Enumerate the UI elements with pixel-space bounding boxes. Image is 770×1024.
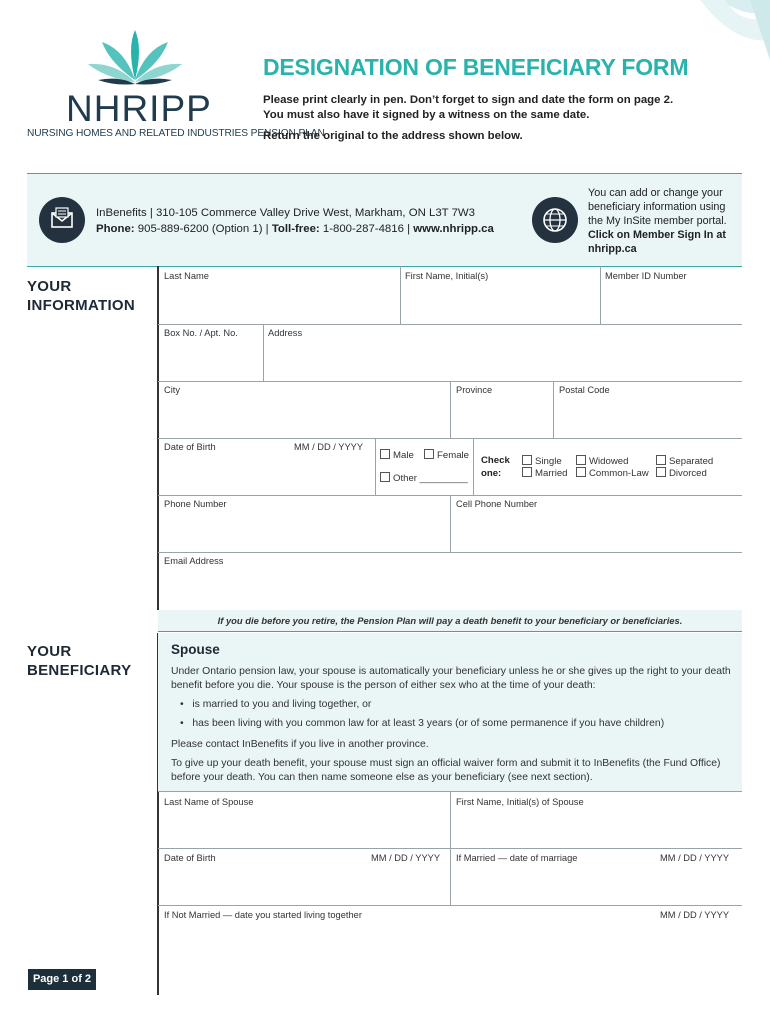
- checkbox-icon: [576, 467, 586, 477]
- spouse-dob-field[interactable]: Date of Birth: [164, 853, 216, 863]
- bullet-common-law: • has been living with you common law for at least 3 years (or of some permanence if you have children): [180, 718, 665, 729]
- col-divider: [450, 381, 451, 438]
- living-together-date-field[interactable]: If Not Married — date you started living together: [164, 910, 362, 920]
- address-field[interactable]: Address: [268, 328, 303, 338]
- col-divider: [375, 438, 376, 495]
- dob-field[interactable]: Date of Birth: [164, 442, 216, 452]
- portal-note: You can add or change your beneficiary information using the My InSite member portal. Click on Member Sign In at nhripp.ca: [588, 187, 727, 255]
- contact-phone-line: Phone: 905-889-6200 (Option 1) | Toll-free: 1-800-287-4816 | www.nhripp.ca: [96, 223, 494, 235]
- spouse-heading: Spouse: [171, 642, 220, 657]
- first-name-field[interactable]: First Name, Initial(s): [405, 271, 489, 281]
- checkbox-icon: [522, 455, 532, 465]
- fund-office-address: InBenefits | 310-105 Commerce Valley Drive West, Markham, ON L3T 7W3: [96, 207, 475, 219]
- your-information-title: YOUR INFORMATION: [27, 278, 136, 314]
- spouse-paragraph-2: Please contact InBenefits if you live in another province.: [171, 739, 429, 750]
- status-single-checkbox[interactable]: Single: [522, 455, 562, 467]
- box-no-field[interactable]: Box No. / Apt. No.: [164, 328, 238, 338]
- marriage-date-field[interactable]: If Married — date of marriage: [456, 853, 578, 863]
- spouse-dob-format: MM / DD / YYYY: [371, 853, 441, 863]
- checkbox-icon: [380, 449, 390, 459]
- check-one-label: Check one:: [481, 455, 510, 479]
- marriage-date-format: MM / DD / YYYY: [660, 853, 730, 863]
- form-title: DESIGNATION OF BENEFICIARY FORM: [263, 54, 689, 80]
- member-signin-link[interactable]: Click on Member Sign In at nhripp.ca: [588, 229, 726, 255]
- member-id-field[interactable]: Member ID Number: [605, 271, 687, 281]
- status-married-checkbox[interactable]: Married: [522, 467, 568, 479]
- globe-icon: [532, 197, 578, 243]
- postal-code-field[interactable]: Postal Code: [559, 385, 610, 395]
- col-divider: [553, 381, 554, 438]
- col-divider: [473, 438, 474, 495]
- city-field[interactable]: City: [164, 385, 181, 395]
- living-together-format: MM / DD / YYYY: [660, 910, 730, 920]
- leaf-decoration: [680, 0, 770, 70]
- dob-format: MM / DD / YYYY: [294, 442, 364, 452]
- col-divider: [600, 266, 601, 324]
- brand-full-name: NURSING HOMES AND RELATED INDUSTRIES PENSION PLAN: [27, 128, 325, 139]
- row-divider: [158, 905, 742, 906]
- status-common-law-checkbox[interactable]: Common-Law: [576, 467, 649, 479]
- return-instruction: Return the original to the address shown below.: [263, 130, 523, 142]
- spouse-paragraph-3: To give up your death benefit, your spouse must sign an official waiver form and submit it to InBenefits (the Fund Office) before your death. You can then name someone else as your beneficiary (see next section).: [171, 758, 721, 783]
- spouse-first-name-field[interactable]: First Name, Initial(s) of Spouse: [456, 797, 584, 807]
- sex-other-checkbox[interactable]: Other _________: [380, 472, 468, 484]
- bullet-married: • is married to you and living together, or: [180, 699, 372, 710]
- sex-female-checkbox[interactable]: Female: [424, 449, 469, 461]
- your-beneficiary-title: YOUR BENEFICIARY: [27, 643, 132, 679]
- checkbox-icon: [380, 472, 390, 482]
- brand-name: NHRIPP: [66, 88, 212, 129]
- col-divider: [450, 791, 451, 905]
- col-divider: [400, 266, 401, 324]
- spouse-paragraph-1: Under Ontario pension law, your spouse is automatically your beneficiary unless he or she gives up the right to your death benefit before you die. Your spouse is the person of either sex who at the time of your death:: [171, 666, 731, 691]
- envelope-icon: [39, 197, 85, 243]
- status-widowed-checkbox[interactable]: Widowed: [576, 455, 628, 467]
- col-divider: [450, 495, 451, 552]
- email-field[interactable]: Email Address: [164, 556, 224, 566]
- checkbox-icon: [656, 467, 666, 477]
- row-divider: [158, 324, 742, 325]
- checkbox-icon: [522, 467, 532, 477]
- spouse-last-name-field[interactable]: Last Name of Spouse: [164, 797, 254, 807]
- checkbox-icon: [656, 455, 666, 465]
- province-field[interactable]: Province: [456, 385, 493, 395]
- death-benefit-notice: If you die before you retire, the Pension Plan will pay a death benefit to your beneficiary or beneficiaries.: [217, 615, 683, 626]
- row-divider: [158, 438, 742, 439]
- phone-field[interactable]: Phone Number: [164, 499, 227, 509]
- page-indicator: Page 1 of 2: [28, 969, 96, 990]
- row-divider: [158, 552, 742, 553]
- status-divorced-checkbox[interactable]: Divorced: [656, 467, 707, 479]
- cell-phone-field[interactable]: Cell Phone Number: [456, 499, 538, 509]
- sex-male-checkbox[interactable]: Male: [380, 449, 414, 461]
- col-divider: [263, 324, 264, 381]
- checkbox-icon: [576, 455, 586, 465]
- instructions: Please print clearly in pen. Don’t forget to sign and date the form on page 2. You must also have it signed by a witness on the same date.: [263, 94, 674, 121]
- website-link[interactable]: www.nhripp.ca: [413, 223, 494, 235]
- last-name-field[interactable]: Last Name: [164, 271, 209, 281]
- lotus-logo-icon: [80, 28, 190, 88]
- status-separated-checkbox[interactable]: Separated: [656, 455, 713, 467]
- checkbox-icon: [424, 449, 434, 459]
